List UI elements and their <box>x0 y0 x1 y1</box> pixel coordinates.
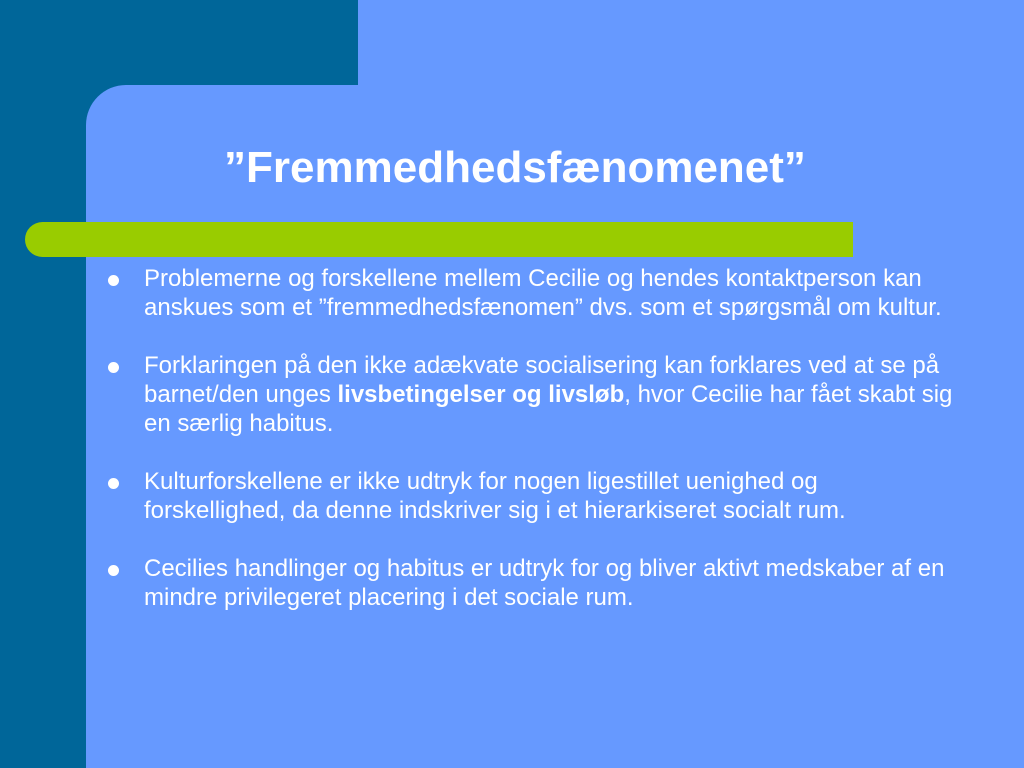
bullet-text: Kulturforskellene er ikke udtryk for nogen ligestillet uenighed og forskellighed, da denne indskriver sig i et hierarkiseret socialt rum. <box>144 468 846 524</box>
dark-left-strip <box>0 85 86 768</box>
bullet-text-before: Forklaringen på den ikke adækvate socialisering kan forklares ved at se på barnet/den unges <box>144 352 940 408</box>
slide-title: ”Fremmedhedsfænomenet” <box>224 143 806 192</box>
bullet-icon <box>108 478 119 489</box>
bullet-text: Problemerne og forskellene mellem Cecilie og hendes kontaktperson kan anskues som et ”fremmedhedsfænomen” dvs. som et spørgsmål om kultur. <box>144 265 942 321</box>
accent-bar <box>25 222 853 257</box>
bullet-list <box>100 264 960 641</box>
bullet-item <box>100 554 960 612</box>
bullet-text: Cecilies handlinger og habitus er udtryk for og bliver aktivt medskaber af en mindre privilegeret placering i det sociale rum. <box>144 555 945 611</box>
top-right-background <box>358 0 1024 86</box>
bullet-item <box>100 467 960 525</box>
bullet-item <box>100 264 960 322</box>
bullet-item <box>100 351 960 438</box>
bullet-icon <box>108 362 119 373</box>
bullet-text-bold: livsbetingelser og livsløb <box>337 381 625 408</box>
bullet-icon <box>108 275 119 286</box>
bullet-icon <box>108 565 119 576</box>
bullet-text-after: , hvor Cecilie har fået skabt sig en særlig habitus. <box>144 381 953 437</box>
